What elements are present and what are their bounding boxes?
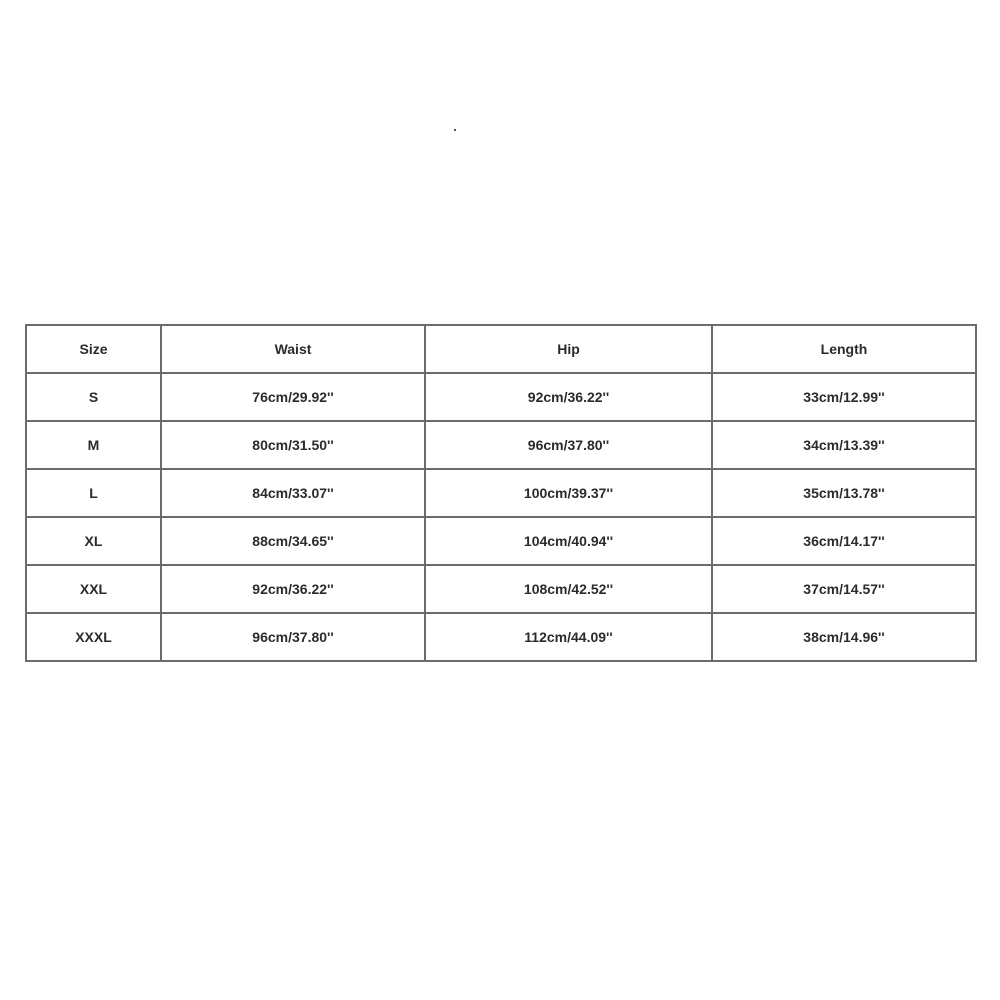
cell-hip: 108cm/42.52''	[425, 565, 712, 613]
cell-hip: 96cm/37.80''	[425, 421, 712, 469]
stray-dot	[454, 129, 456, 131]
cell-length: 37cm/14.57''	[712, 565, 976, 613]
header-hip: Hip	[425, 325, 712, 373]
table-row	[26, 373, 976, 421]
table-row	[26, 517, 976, 565]
cell-hip: 92cm/36.22''	[425, 373, 712, 421]
cell-length: 34cm/13.39''	[712, 421, 976, 469]
cell-size: XXXL	[26, 613, 161, 661]
header-row	[26, 325, 976, 373]
table-row	[26, 469, 976, 517]
header-size: Size	[26, 325, 161, 373]
cell-waist: 84cm/33.07''	[161, 469, 425, 517]
cell-hip: 112cm/44.09''	[425, 613, 712, 661]
header-waist: Waist	[161, 325, 425, 373]
table-row	[26, 421, 976, 469]
cell-length: 36cm/14.17''	[712, 517, 976, 565]
cell-hip: 104cm/40.94''	[425, 517, 712, 565]
cell-length: 33cm/12.99''	[712, 373, 976, 421]
cell-size: M	[26, 421, 161, 469]
cell-waist: 76cm/29.92''	[161, 373, 425, 421]
cell-length: 35cm/13.78''	[712, 469, 976, 517]
cell-waist: 92cm/36.22''	[161, 565, 425, 613]
cell-length: 38cm/14.96''	[712, 613, 976, 661]
table-body	[26, 373, 976, 661]
cell-hip: 100cm/39.37''	[425, 469, 712, 517]
cell-size: XXL	[26, 565, 161, 613]
table-row	[26, 613, 976, 661]
size-chart-table	[25, 324, 977, 662]
cell-size: L	[26, 469, 161, 517]
cell-size: S	[26, 373, 161, 421]
table-row	[26, 565, 976, 613]
cell-waist: 80cm/31.50''	[161, 421, 425, 469]
table-header	[26, 325, 976, 373]
cell-waist: 88cm/34.65''	[161, 517, 425, 565]
cell-waist: 96cm/37.80''	[161, 613, 425, 661]
cell-size: XL	[26, 517, 161, 565]
header-length: Length	[712, 325, 976, 373]
